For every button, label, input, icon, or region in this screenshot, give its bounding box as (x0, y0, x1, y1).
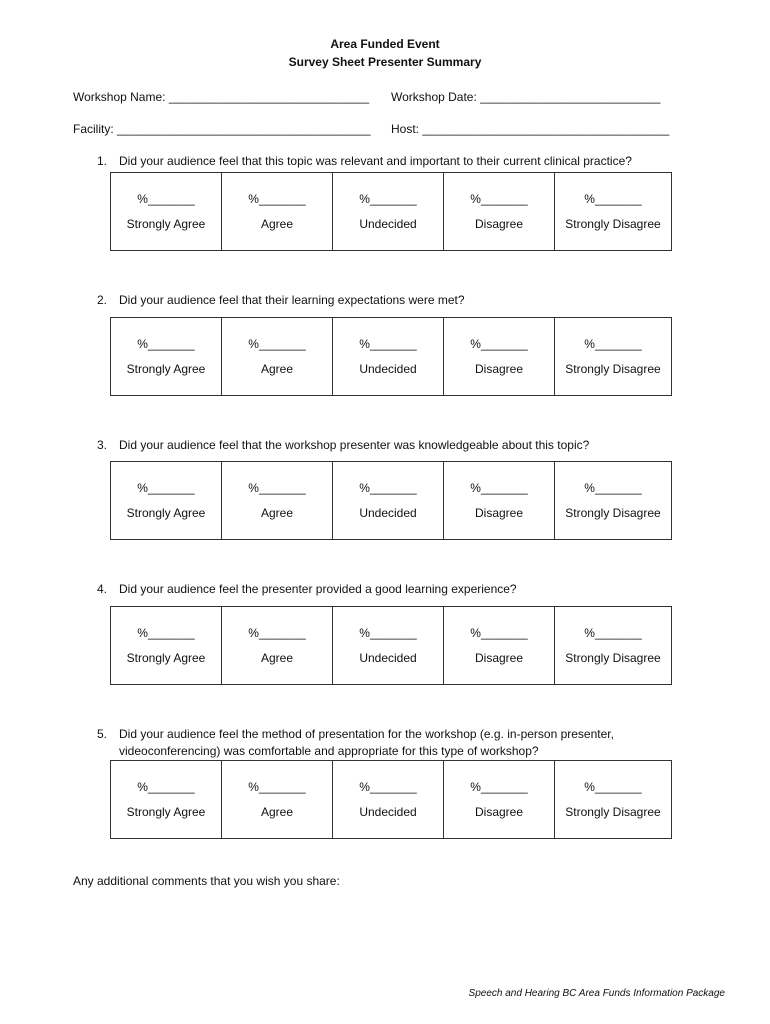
rating-cell-strongly-agree[interactable] (111, 607, 222, 685)
rating-label: Agree (260, 361, 294, 376)
percent-blank[interactable]: %_______ (470, 625, 528, 640)
rating-cell-strongly-disagree[interactable] (555, 761, 672, 839)
rating-table-4 (110, 606, 672, 685)
question-number: 1. (97, 154, 108, 168)
percent-blank[interactable]: %_______ (248, 191, 306, 206)
rating-cell-undecided[interactable] (333, 318, 444, 396)
rating-table-3 (110, 461, 672, 540)
percent-blank[interactable]: %_______ (359, 480, 417, 495)
percent-blank[interactable]: %_______ (359, 191, 417, 206)
rating-table-2 (110, 317, 672, 396)
percent-blank[interactable]: %_______ (359, 779, 417, 794)
rating-cell-agree[interactable] (222, 318, 333, 396)
rating-label: Disagree (474, 216, 524, 231)
percent-blank[interactable]: %_______ (137, 191, 195, 206)
rating-label: Strongly Disagree (565, 505, 661, 520)
percent-blank[interactable]: %_______ (584, 480, 642, 495)
page-subtitle: Survey Sheet Presenter Summary (288, 55, 482, 69)
rating-label: Undecided (359, 804, 417, 819)
rating-table-5 (110, 760, 672, 839)
rating-label: Undecided (359, 216, 417, 231)
rating-label: Disagree (474, 804, 524, 819)
question-number: 3. (97, 438, 108, 452)
rating-label: Strongly Disagree (565, 216, 661, 231)
percent-blank[interactable]: %_______ (248, 336, 306, 351)
rating-label: Strongly Agree (126, 505, 206, 520)
rating-cell-strongly-disagree[interactable] (555, 318, 672, 396)
question-text: Did your audience feel the presenter provided a good learning experience? (119, 582, 517, 596)
percent-blank[interactable]: %_______ (248, 480, 306, 495)
rating-label: Strongly Agree (126, 804, 206, 819)
rating-cell-disagree[interactable] (444, 318, 555, 396)
rating-cell-agree[interactable] (222, 607, 333, 685)
page-title: Area Funded Event (330, 37, 440, 51)
rating-cell-undecided[interactable] (333, 462, 444, 540)
host-field[interactable]: Host: _____________________________________ (391, 122, 670, 136)
facility-field[interactable]: Facility: ______________________________________ (73, 122, 371, 136)
rating-label: Undecided (359, 650, 417, 665)
percent-blank[interactable]: %_______ (359, 336, 417, 351)
percent-blank[interactable]: %_______ (470, 779, 528, 794)
rating-cell-strongly-disagree[interactable] (555, 173, 672, 251)
percent-blank[interactable]: %_______ (137, 625, 195, 640)
percent-blank[interactable]: %_______ (137, 779, 195, 794)
comments-label: Any additional comments that you wish you share: (73, 874, 340, 888)
rating-table-1 (110, 172, 672, 251)
percent-blank[interactable]: %_______ (470, 480, 528, 495)
rating-label: Agree (260, 804, 294, 819)
percent-blank[interactable]: %_______ (470, 336, 528, 351)
rating-label: Disagree (474, 361, 524, 376)
rating-label: Undecided (359, 505, 417, 520)
rating-label: Agree (260, 650, 294, 665)
rating-cell-undecided[interactable] (333, 607, 444, 685)
rating-cell-undecided[interactable] (333, 173, 444, 251)
rating-cell-disagree[interactable] (444, 607, 555, 685)
question-text: Did your audience feel the method of presentation for the workshop (e.g. in-person presenter, videoconferencing) was comfortable and appropriate for this type of workshop? (119, 727, 614, 758)
rating-cell-strongly-agree[interactable] (111, 318, 222, 396)
question-number: 2. (97, 293, 108, 307)
percent-blank[interactable]: %_______ (470, 191, 528, 206)
page-footer: Speech and Hearing BC Area Funds Information Package (468, 988, 725, 999)
rating-label: Strongly Agree (126, 216, 206, 231)
rating-cell-strongly-agree[interactable] (111, 173, 222, 251)
percent-blank[interactable]: %_______ (248, 625, 306, 640)
rating-cell-strongly-agree[interactable] (111, 462, 222, 540)
rating-cell-disagree[interactable] (444, 173, 555, 251)
rating-cell-agree[interactable] (222, 761, 333, 839)
rating-cell-strongly-disagree[interactable] (555, 462, 672, 540)
rating-cell-disagree[interactable] (444, 761, 555, 839)
rating-label: Strongly Disagree (565, 650, 661, 665)
rating-cell-disagree[interactable] (444, 462, 555, 540)
rating-label: Disagree (474, 505, 524, 520)
question-text: Did your audience feel that the workshop presenter was knowledgeable about this topic? (119, 438, 590, 452)
percent-blank[interactable]: %_______ (359, 625, 417, 640)
percent-blank[interactable]: %_______ (584, 191, 642, 206)
percent-blank[interactable]: %_______ (584, 625, 642, 640)
rating-cell-agree[interactable] (222, 173, 333, 251)
workshop-date-field[interactable]: Workshop Date: ___________________________ (391, 90, 661, 104)
rating-label: Strongly Agree (126, 361, 206, 376)
rating-label: Strongly Disagree (565, 804, 661, 819)
percent-blank[interactable]: %_______ (137, 480, 195, 495)
rating-cell-strongly-disagree[interactable] (555, 607, 672, 685)
percent-blank[interactable]: %_______ (584, 779, 642, 794)
percent-blank[interactable]: %_______ (248, 779, 306, 794)
rating-cell-strongly-agree[interactable] (111, 761, 222, 839)
rating-cell-undecided[interactable] (333, 761, 444, 839)
rating-label: Undecided (359, 361, 417, 376)
percent-blank[interactable]: %_______ (584, 336, 642, 351)
rating-label: Strongly Disagree (565, 361, 661, 376)
question-text: Did your audience feel that this topic was relevant and important to their current clinical practice? (119, 154, 632, 168)
question-text: Did your audience feel that their learning expectations were met? (119, 293, 465, 307)
percent-blank[interactable]: %_______ (137, 336, 195, 351)
rating-label: Disagree (474, 650, 524, 665)
rating-label: Strongly Agree (126, 650, 206, 665)
question-number: 5. (97, 727, 108, 741)
rating-cell-agree[interactable] (222, 462, 333, 540)
workshop-name-field[interactable]: Workshop Name: ______________________________ (73, 90, 370, 104)
rating-label: Agree (260, 216, 294, 231)
question-number: 4. (97, 582, 108, 596)
rating-label: Agree (260, 505, 294, 520)
